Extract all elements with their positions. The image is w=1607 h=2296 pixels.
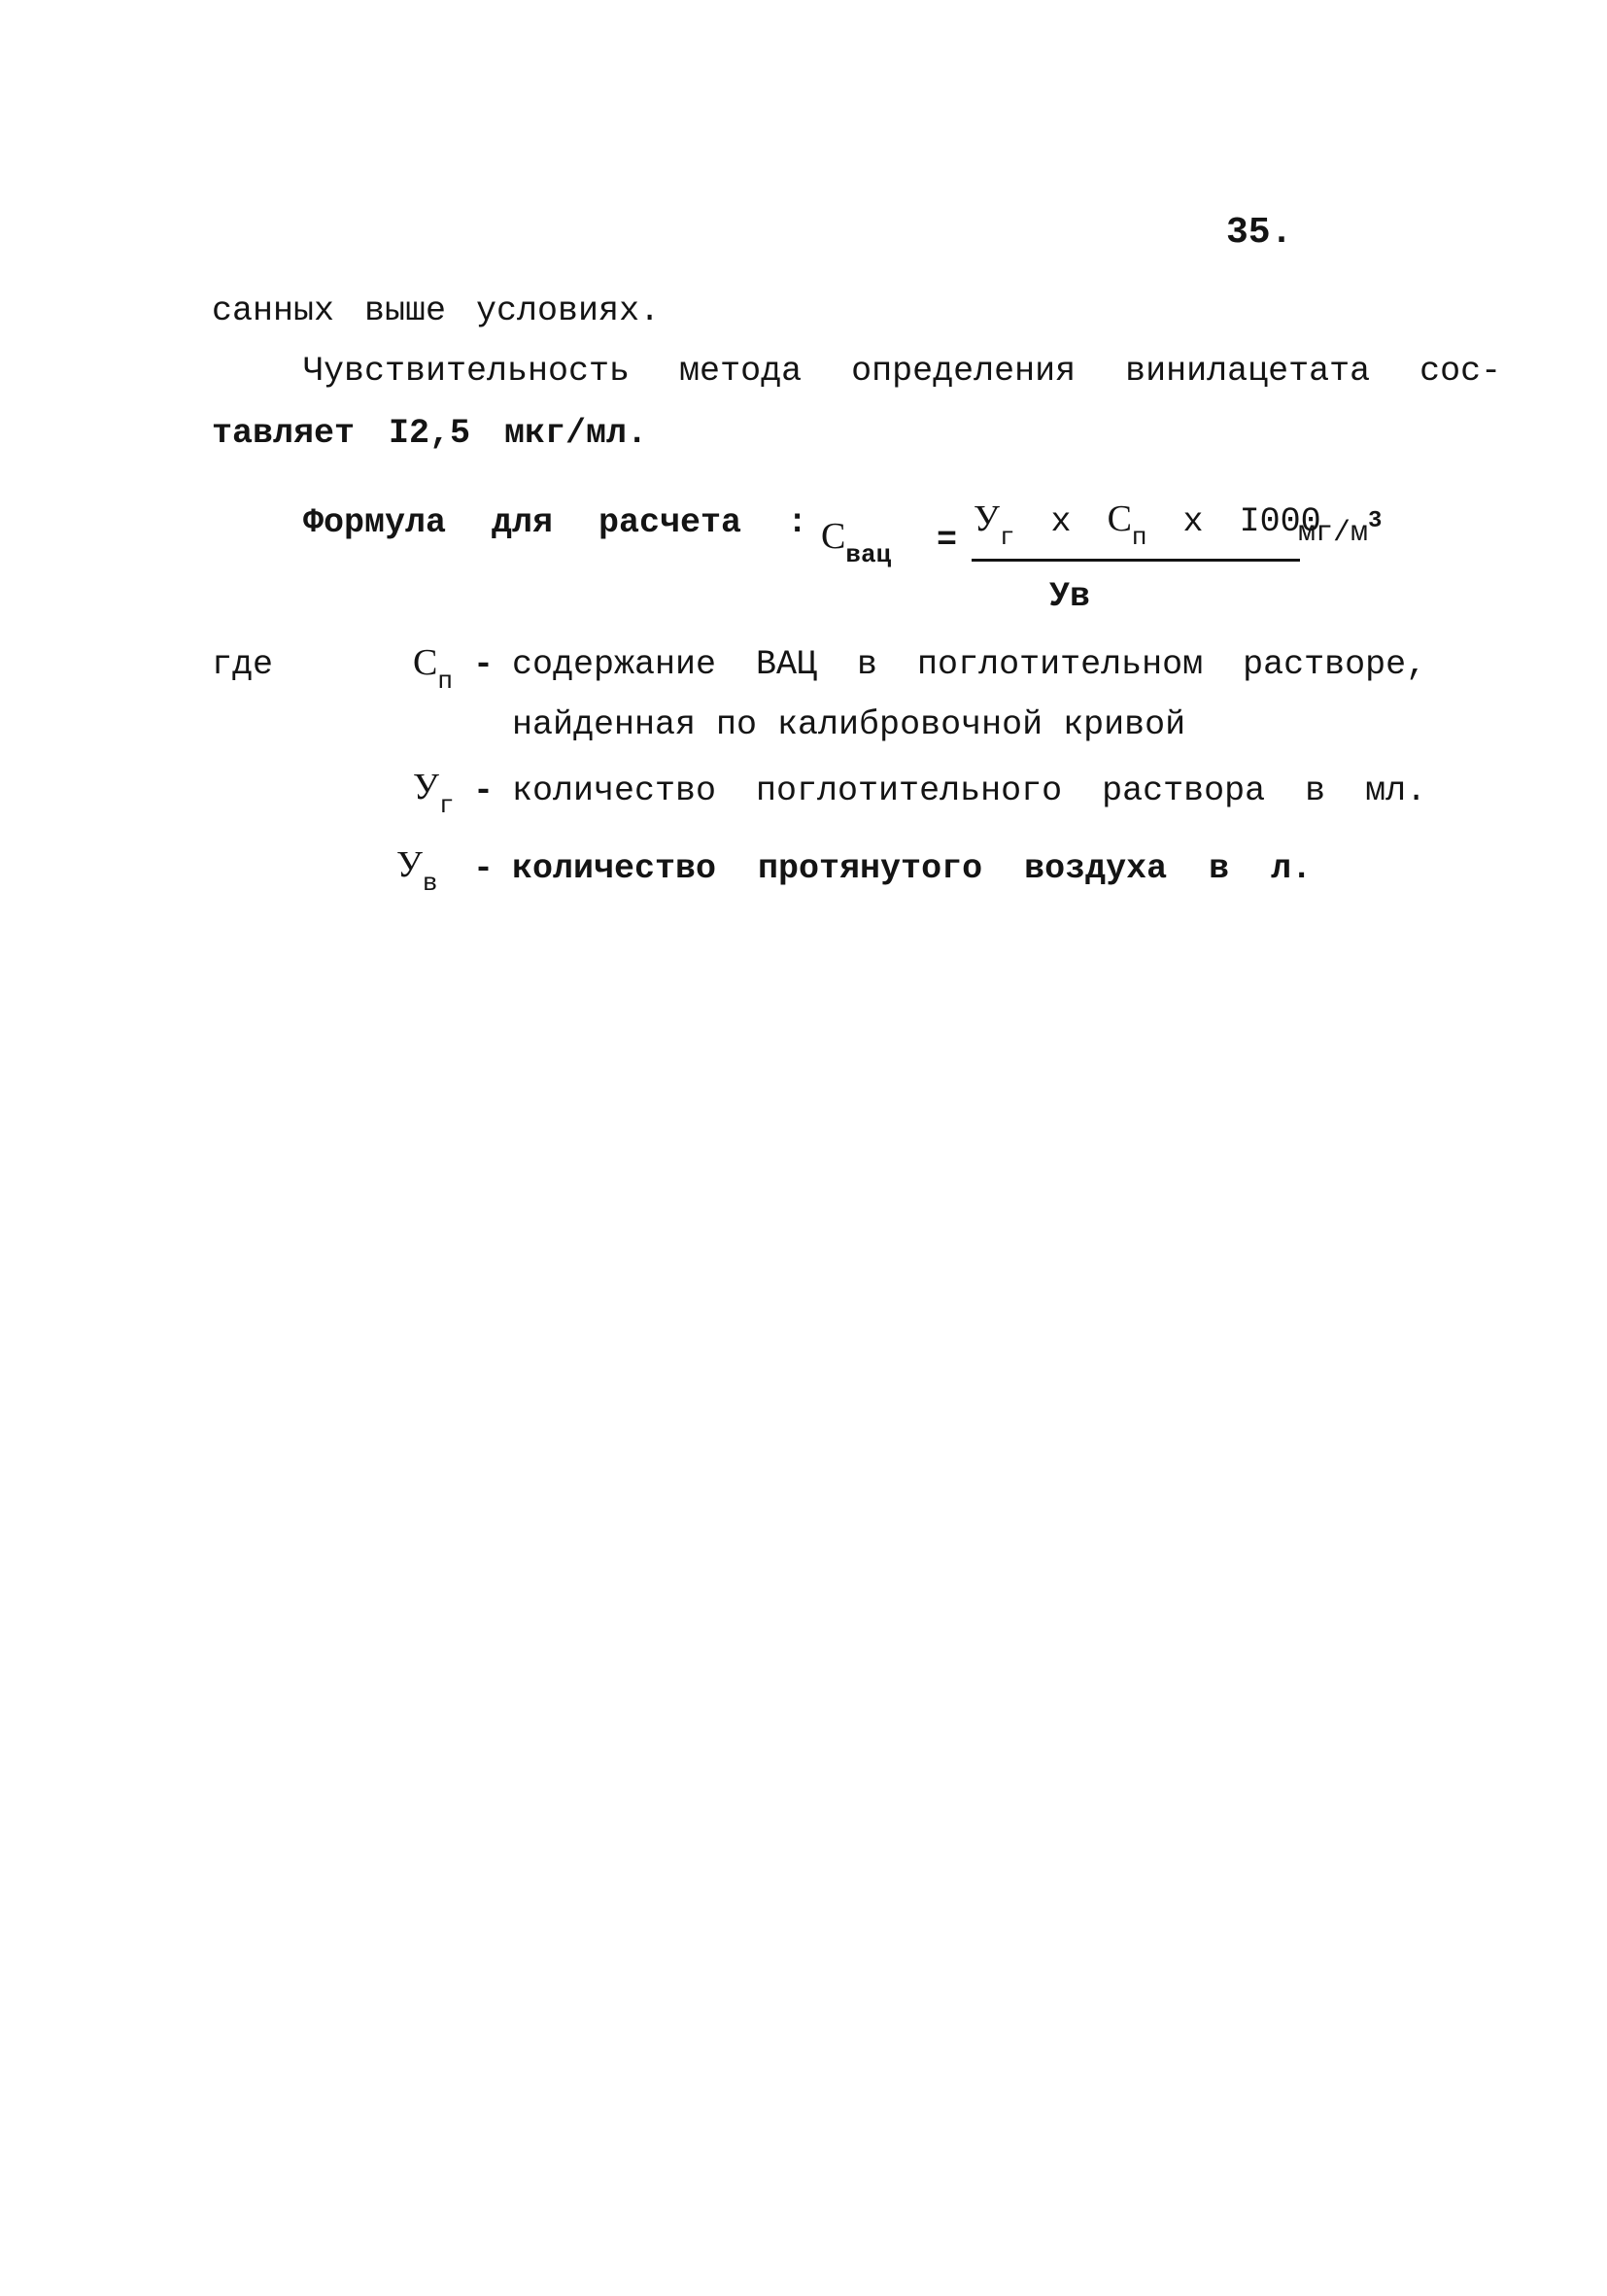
numerator-concentration-symbol: C: [1107, 498, 1132, 539]
numerator-times-1: x: [1050, 502, 1072, 541]
formula-equals: =: [937, 521, 958, 560]
definition-3-dash: -: [473, 849, 495, 888]
formula-unit: [1298, 508, 1383, 550]
definition-3-symbol: [396, 843, 438, 898]
numerator-concentration-subscript: п: [1131, 523, 1147, 552]
definition-1-text: содержание ВАЦ в поглотительном растворе,: [512, 645, 1427, 684]
paragraph-line-2: Чувствительность метода определения винилацетата сос-: [303, 352, 1502, 391]
fraction-bar: [972, 559, 1300, 562]
numerator-times-2: x: [1182, 502, 1204, 541]
definition-2-dash: -: [473, 771, 495, 810]
where-label: где: [212, 645, 274, 684]
definition-3-text: количество протянутого воздуха в л.: [512, 849, 1313, 888]
fraction-numerator: [974, 497, 1321, 552]
fraction-denominator: Ув: [1049, 577, 1091, 616]
paragraph-line-1: санных выше условиях.: [212, 291, 661, 330]
formula-lhs: [821, 515, 892, 569]
numerator-volume-symbol: У: [974, 498, 1000, 539]
definition-3-symbol-subscript: в: [422, 869, 438, 898]
definition-1-symbol-subscript: п: [437, 667, 453, 696]
formula-label: Формула для расчета :: [303, 503, 808, 542]
numerator-volume-subscript: г: [999, 523, 1015, 552]
definition-1-symbol: [413, 641, 453, 696]
formula-lhs-symbol: C: [821, 516, 846, 557]
definition-1-text-continued: найденная по калибровочной кривой: [512, 705, 1186, 744]
definition-1-dash: -: [473, 645, 495, 684]
paragraph-line-3: тавляет I2,5 мкг/мл.: [212, 414, 648, 453]
definition-2-symbol-subscript: г: [438, 791, 455, 820]
definition-1-symbol-letter: C: [413, 642, 438, 683]
definition-2-text: количество поглотительного раствора в мл.: [512, 771, 1427, 810]
definition-2-symbol-letter: У: [413, 767, 439, 807]
definition-2-symbol: [413, 766, 455, 820]
definition-3-symbol-letter: У: [396, 844, 423, 885]
formula-unit-text: мг/м: [1298, 517, 1369, 550]
numerator-constant: I000: [1239, 502, 1321, 541]
formula-lhs-subscript: вац: [845, 540, 892, 569]
formula-unit-power: 3: [1368, 508, 1383, 534]
page-number: 35.: [1226, 212, 1293, 254]
